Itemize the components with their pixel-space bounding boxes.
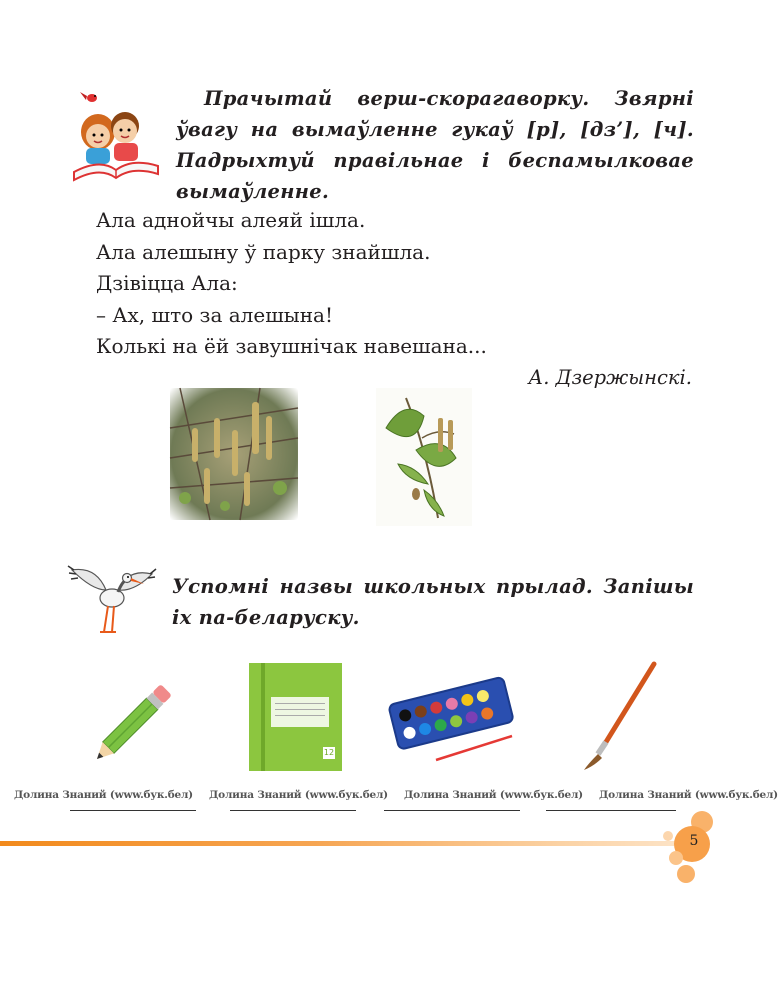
answer-line-pencil[interactable] — [70, 810, 196, 811]
answer-line-brush[interactable] — [546, 810, 676, 811]
watermark-text: Долина Знаний (www.бук.бел) — [209, 789, 388, 801]
notebook-label: 12 — [323, 748, 335, 757]
pencil-image — [90, 670, 186, 766]
poem-line: Ала алешыну ў парку знайшла. — [96, 239, 431, 264]
alder-catkins-photo — [170, 388, 298, 520]
watermark-text: Долина Знаний (www.бук.бел) — [404, 789, 583, 801]
poem-author: А. Дзержынскі. — [528, 366, 692, 389]
watermark-text: Долина Знаний (www.бук.бел) — [14, 789, 193, 801]
task1-instruction-line1: Прачытай верш-скорагаворку. Звярні — [204, 87, 694, 110]
answer-line-notebook[interactable] — [230, 810, 356, 811]
alder-branch-illustration — [376, 388, 472, 526]
task1-instruction — [176, 83, 694, 207]
poem-line: Ала аднойчы алеяй ішла. — [96, 208, 366, 232]
notebook-image — [249, 663, 342, 771]
footer-bar — [0, 841, 700, 846]
children-reading-icon — [70, 86, 162, 182]
poem-line: Колькі на ёй завушнічак навешана... — [96, 334, 487, 358]
stork-icon — [66, 556, 158, 636]
poem-line: – Ах, што за алешына! — [96, 302, 334, 327]
paintbrush-image — [570, 660, 662, 772]
poem-line: Дзівіцца Ала: — [96, 271, 238, 295]
watercolor-paints-image — [388, 676, 518, 766]
task2-instruction: Успомні назвы школьных прылад. Запішы іх па-беларуску. — [172, 575, 694, 629]
poem — [96, 205, 696, 363]
task1-instruction-rest: ўвагу на вымаўленне гукаў [р], [дз’], [ч]. Падрыхтуй правільнае і беспамылковае вымаўленне. — [176, 118, 694, 203]
watermark-text: Долина Знаний (www.бук.бел) — [599, 789, 778, 801]
page-number: 5 — [689, 833, 699, 849]
answer-line-paints[interactable] — [384, 810, 520, 811]
